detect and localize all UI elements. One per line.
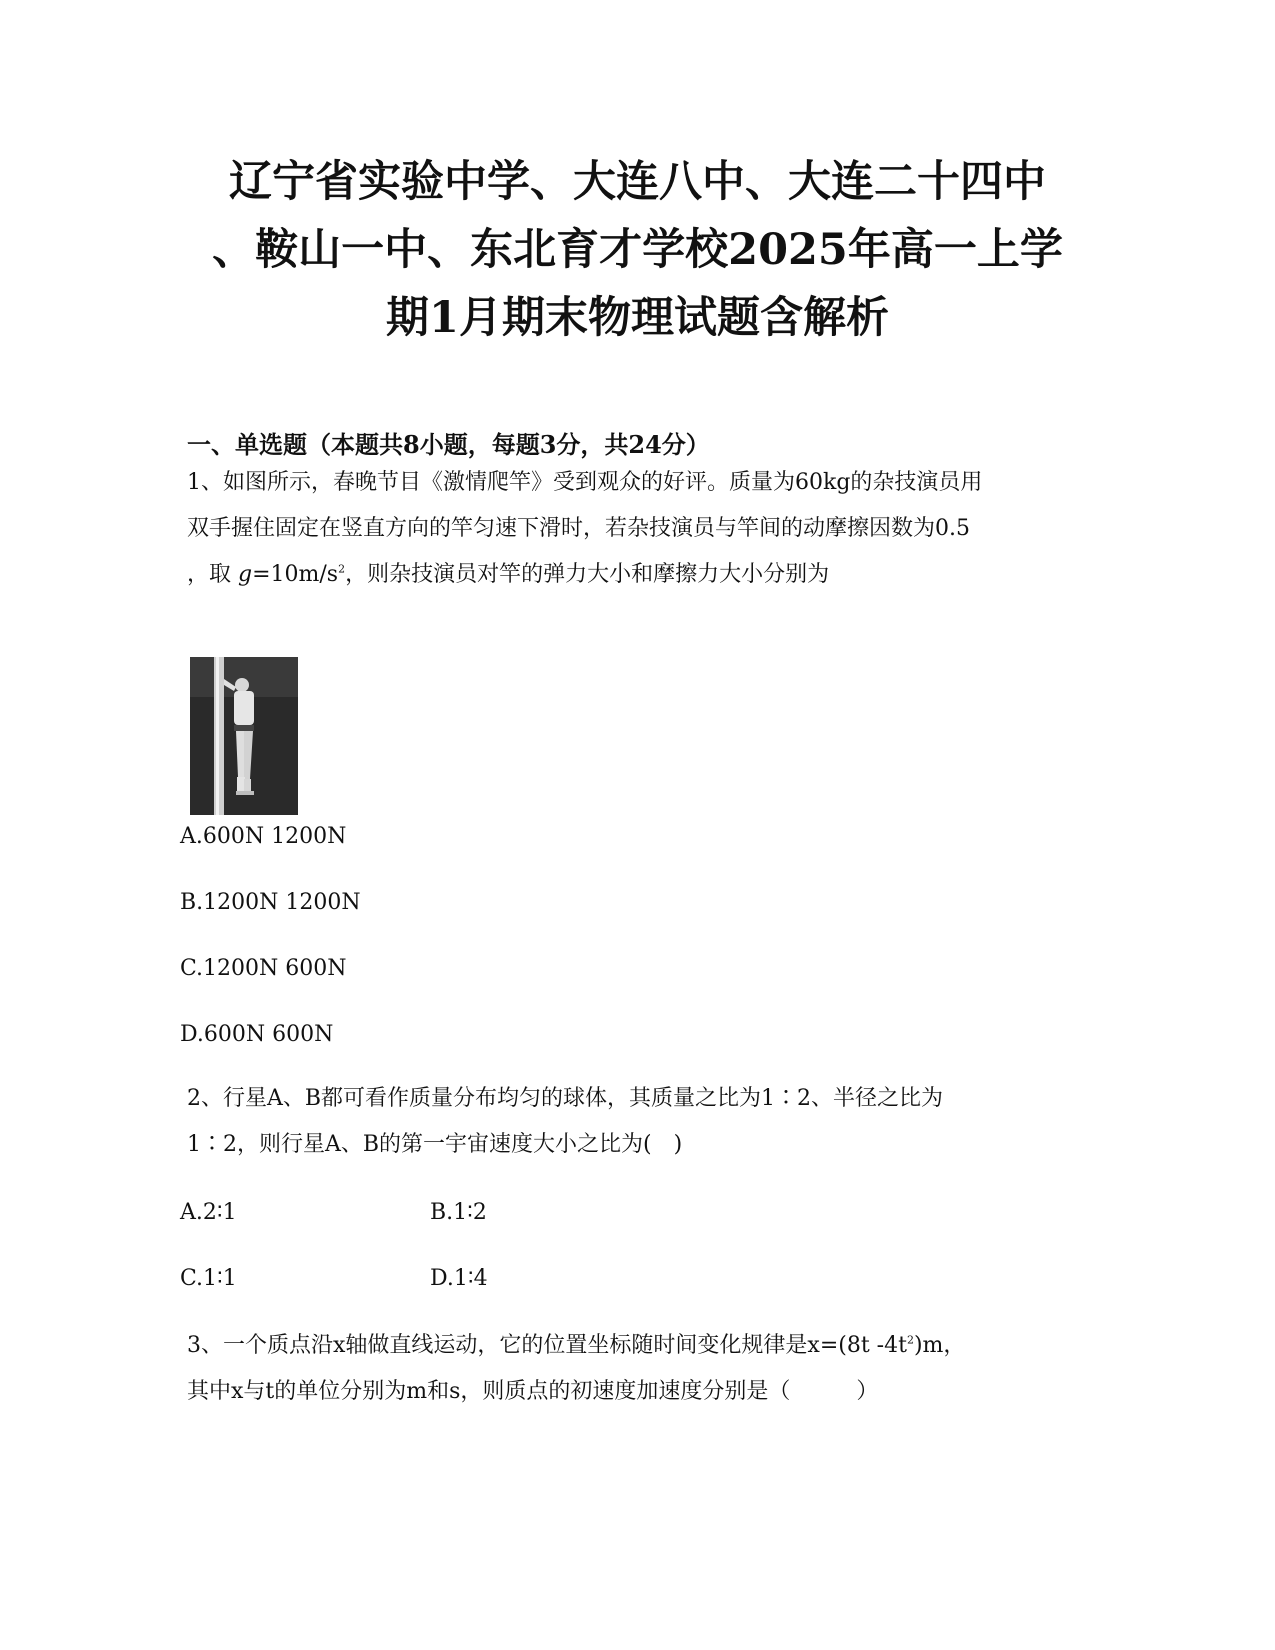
- question-2-option-c: C.1∶1: [180, 1266, 237, 1291]
- question-2-line-2: 1∶2，则行星A、B的第一宇宙速度大小之比为( ): [187, 1132, 683, 1157]
- title-line-3: 期1月期末物理试题含解析: [386, 293, 889, 343]
- question-2-line-1: 2、行星A、B都可看作质量分布均匀的球体，其质量之比为1∶2、半径之比为: [187, 1086, 944, 1111]
- question-1-option-b: B.1200N 1200N: [180, 890, 361, 915]
- question-2-option-d: D.1∶4: [430, 1266, 488, 1291]
- question-2-option-a: A.2∶1: [180, 1200, 237, 1225]
- question-1-stem: [187, 460, 982, 598]
- question-1-option-a: A.600N 1200N: [180, 824, 347, 849]
- question-1-line-1: 1、如图所示，春晚节目《激情爬竿》受到观众的好评。质量为60kg的杂技演员用: [187, 470, 983, 495]
- question-1-line-3: ，取 $g=10m/s^2$，则杂技演员对竿的弹力大小和摩擦力大小分别为: [187, 562, 830, 587]
- pole-climber-photo: [190, 657, 298, 815]
- document-title: [140, 148, 1135, 352]
- section-heading: 一、单选题（本题共8小题，每题3分，共24分）: [187, 430, 710, 459]
- question-3-line-1: 3、一个质点沿x轴做直线运动，它的位置坐标随时间变化规律是x=(8t $-4t^2)m$，: [187, 1333, 966, 1358]
- title-line-1: 辽宁省实验中学、大连八中、大连二十四中: [229, 157, 1046, 207]
- question-3-line-2: 其中x与t的单位分别为m和s，则质点的初速度加速度分别是（ ）: [187, 1379, 879, 1404]
- question-1-option-c: C.1200N 600N: [180, 956, 347, 981]
- question-1-option-d: D.600N 600N: [180, 1022, 334, 1047]
- question-1-line-2: 双手握住固定在竖直方向的竿匀速下滑时，若杂技演员与竿间的动摩擦因数为0.5: [187, 516, 970, 541]
- title-line-2: 、鞍山一中、东北育才学校2025年高一上学: [212, 225, 1063, 275]
- question-2-stem: [187, 1076, 943, 1168]
- question-3-stem: [187, 1323, 965, 1415]
- question-2-option-b: B.1∶2: [430, 1200, 487, 1225]
